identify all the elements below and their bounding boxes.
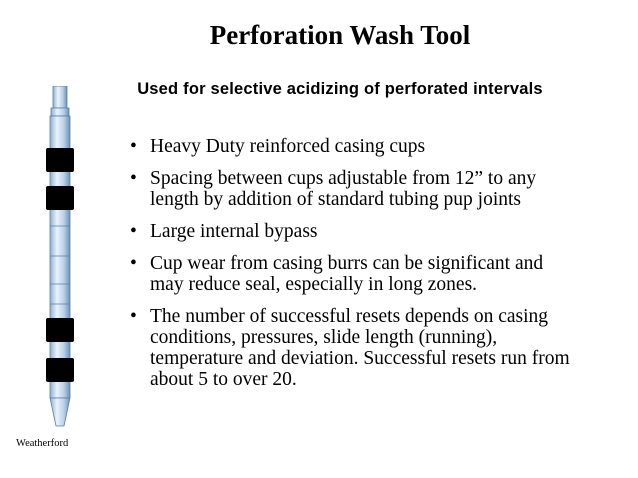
tool-bottom-nose [50, 398, 70, 426]
bullet-item: • Large internal bypass [130, 221, 570, 242]
casing-cup [46, 186, 74, 210]
bullet-list [130, 136, 570, 401]
tool-top-neck [53, 86, 67, 108]
wash-tool-illustration [38, 86, 84, 432]
bullet-item: • The number of successful resets depends on casing conditions, pressures, slide length (running), temperature and deviation. Successful resets run from about 5 to over 20. [130, 306, 570, 390]
casing-cup [46, 148, 74, 172]
bullet-item: • Cup wear from casing burrs can be significant and may reduce seal, especially in long zones. [130, 253, 570, 295]
casing-cup [46, 358, 74, 382]
bullet-item: • Spacing between cups adjustable from 12” to any length by addition of standard tubing pup joints [130, 168, 570, 210]
company-logo: Weatherford [16, 438, 69, 449]
page-subtitle: Used for selective acidizing of perforated intervals [137, 80, 543, 98]
bullet-item: • Heavy Duty reinforced casing cups [130, 136, 570, 157]
casing-cup [46, 318, 74, 342]
tool-collar [51, 108, 69, 116]
page-title: Perforation Wash Tool [209, 20, 471, 50]
